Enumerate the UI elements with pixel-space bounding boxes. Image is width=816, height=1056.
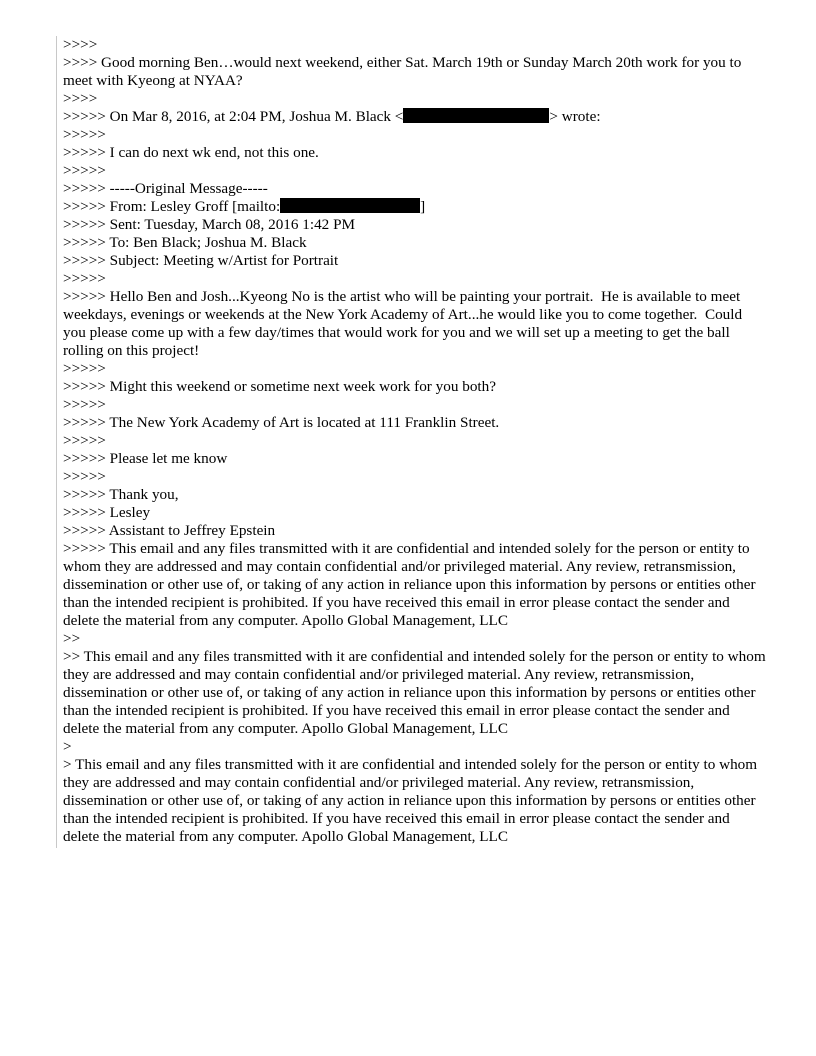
header-to: >>>>> To: Ben Black; Joshua M. Black <box>63 234 307 251</box>
quote-marker-line: >>>>> <box>63 396 106 413</box>
original-message-separator: >>>>> -----Original Message----- <box>63 180 268 197</box>
header-sent: >>>>> Sent: Tuesday, March 08, 2016 1:42 PM <box>63 216 356 233</box>
hello-paragraph: >>>>> Hello Ben and Josh...Kyeong No is the artist who will be painting your portrait. He is available to meet weekdays, evenings or weekends at the New York Academy of Art...he would like you to come together. Could you please come up with a few day/times that would work for you and we will set up a meeting to get the ball rolling on this project! <box>63 288 746 359</box>
let-me-know-line: >>>>> Please let me know <box>63 450 228 467</box>
quote-marker-line: >>>>> <box>63 360 106 377</box>
quote-marker-line: >>>>> <box>63 468 106 485</box>
redacted-mailto-block <box>280 198 420 213</box>
quote-marker-line: >>>>> <box>63 270 106 287</box>
quote-marker-line: >> <box>63 630 81 647</box>
signature-name: >>>>> Lesley <box>63 504 151 521</box>
signature-title: >>>>> Assistant to Jeffrey Epstein <box>63 522 276 539</box>
quote-marker-line: >>>>> <box>63 432 106 449</box>
from-suffix: ] <box>420 198 426 215</box>
disclaimer-paragraph: > This email and any files transmitted with it are confidential and intended solely for the person or entity to whom they are addressed and may contain confidential and/or privileged material. Any review, retransmission, dissemination or other use of, or taking of any action in reliance upon this information by persons or entities other than the intended recipient is prohibited. If you have received this email in error please contact the sender and delete the material from any computer. Apollo Global Management, LLC <box>63 756 761 845</box>
reply-attribution-line <box>63 108 767 126</box>
from-text: >>>>> From: Lesley Groff [mailto: <box>63 198 281 215</box>
quote-marker-line: > <box>63 738 72 755</box>
good-morning-message: >>>> Good morning Ben…would next weekend, either Sat. March 19th or Sunday March 20th work for you to meet with Kyeong at NYAA? <box>63 54 746 89</box>
scheduling-question: >>>>> Might this weekend or sometime next week work for you both? <box>63 378 496 395</box>
thank-you-line: >>>>> Thank you, <box>63 486 179 503</box>
redacted-email-block <box>403 108 549 123</box>
quote-marker-line: >>>>> <box>63 162 106 179</box>
location-line: >>>>> The New York Academy of Art is located at 111 Franklin Street. <box>63 414 500 431</box>
attribution-suffix: > wrote: <box>549 108 601 125</box>
header-subject: >>>>> Subject: Meeting w/Artist for Portrait <box>63 252 339 269</box>
quote-marker-line: >>>> <box>63 36 98 53</box>
page-left-border <box>56 36 57 848</box>
disclaimer-paragraph: >> This email and any files transmitted with it are confidential and intended solely for the person or entity to whom they are addressed and may contain confidential and/or privileged material. Any review, retransmission, dissemination or other use of, or taking of any action in reliance upon this information by persons or entities other than the intended recipient is prohibited. If you have received this email in error please contact the sender and delete the material from any computer. Apollo Global Management, LLC <box>63 648 770 737</box>
attribution-text: >>>>> On Mar 8, 2016, at 2:04 PM, Joshua M. Black < <box>63 108 404 125</box>
joshua-reply-text: >>>>> I can do next wk end, not this one. <box>63 144 319 161</box>
header-from <box>63 198 767 216</box>
quote-marker-line: >>>>> <box>63 126 106 143</box>
quote-marker-line: >>>> <box>63 90 98 107</box>
email-thread-body <box>63 36 770 846</box>
disclaimer-paragraph: >>>>> This email and any files transmitted with it are confidential and intended solely for the person or entity to whom they are addressed and may contain confidential and/or privileged material. Any review, retransmission, dissemination or other use of, or taking of any action in reliance upon this information by persons or entities other than the intended recipient is prohibited. If you have received this email in error please contact the sender and delete the material from any computer. Apollo Global Management, LLC <box>63 540 760 629</box>
